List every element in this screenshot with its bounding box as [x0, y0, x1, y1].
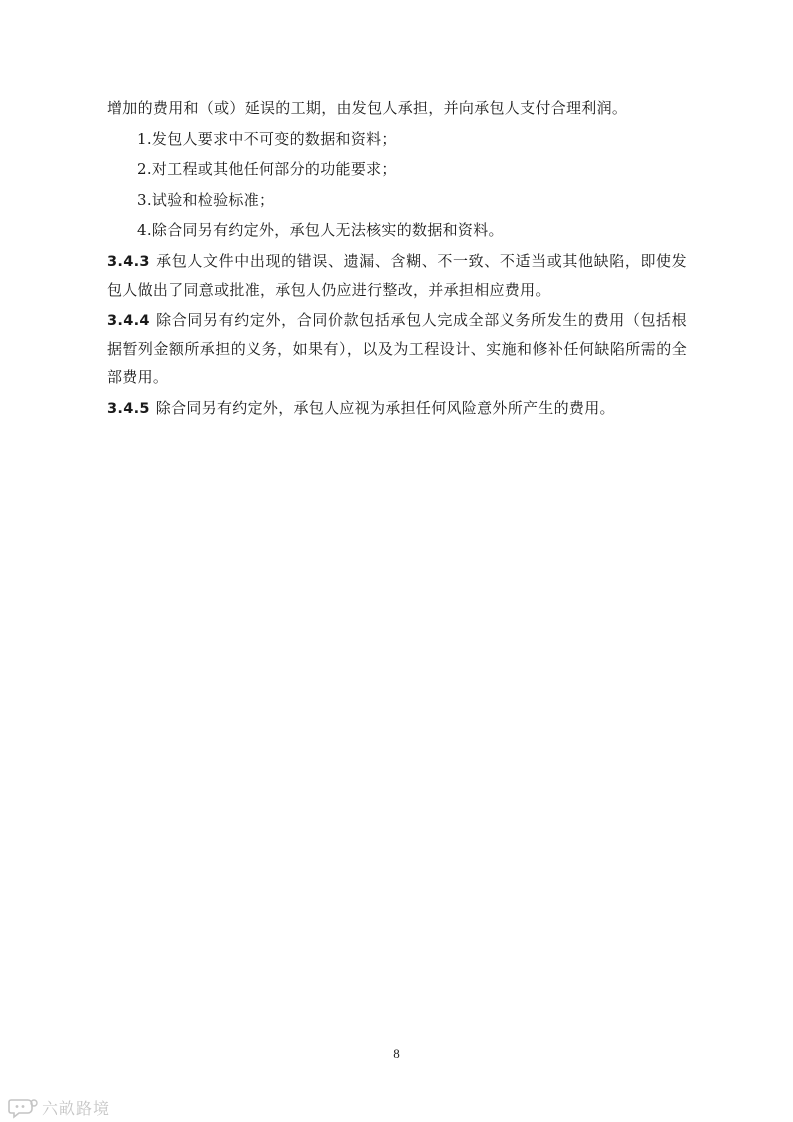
document-body [107, 94, 687, 425]
page-number: 8 [393, 1046, 400, 1061]
clause-number: 3.4.3 [107, 253, 150, 270]
list-item-text: 4.除合同另有约定外，承包人无法核实的数据和资料。 [137, 221, 504, 239]
clause-3-4-4 [107, 306, 687, 391]
list-item-text: 3.试验和检验标准； [137, 190, 275, 209]
list-item-text: 2.对工程或其他任何部分的功能要求； [137, 160, 397, 178]
paragraph-text: 增加的费用和（或）延误的工期，由发包人承担，并向承包人支付合理利润。 [107, 99, 628, 117]
list-item [107, 155, 687, 183]
clause-text: 除合同另有约定外，合同价款包括承包人完成全部义务所发生的费用（包括根据暂列金额所承担的义务，如果有），以及为工程设计、实施和修补任何缺陷所需的全部费用。 [107, 311, 687, 386]
list-item [107, 125, 687, 153]
list-item [107, 186, 687, 214]
clause-text: 承包人文件中出现的错误、遗漏、含糊、不一致、不适当或其他缺陷，即使发包人做出了同意或批准，承包人仍应进行整改，并承担相应费用。 [107, 251, 687, 299]
clause-text: 除合同另有约定外，承包人应视为承担任何风险意外所产生的费用。 [155, 398, 615, 417]
clause-3-4-3 [107, 247, 687, 304]
clause-3-4-5 [107, 394, 687, 423]
watermark-text: 六畝路境 [42, 1099, 111, 1118]
clause-number: 3.4.4 [107, 313, 150, 329]
list-item [107, 216, 687, 244]
clause-number: 3.4.5 [107, 400, 150, 417]
list-item-text: 1.发包人要求中不可变的数据和资料； [137, 129, 397, 148]
chat-bubble-icon [8, 1097, 38, 1119]
paragraph-continuation [107, 94, 687, 122]
watermark [8, 1096, 110, 1119]
